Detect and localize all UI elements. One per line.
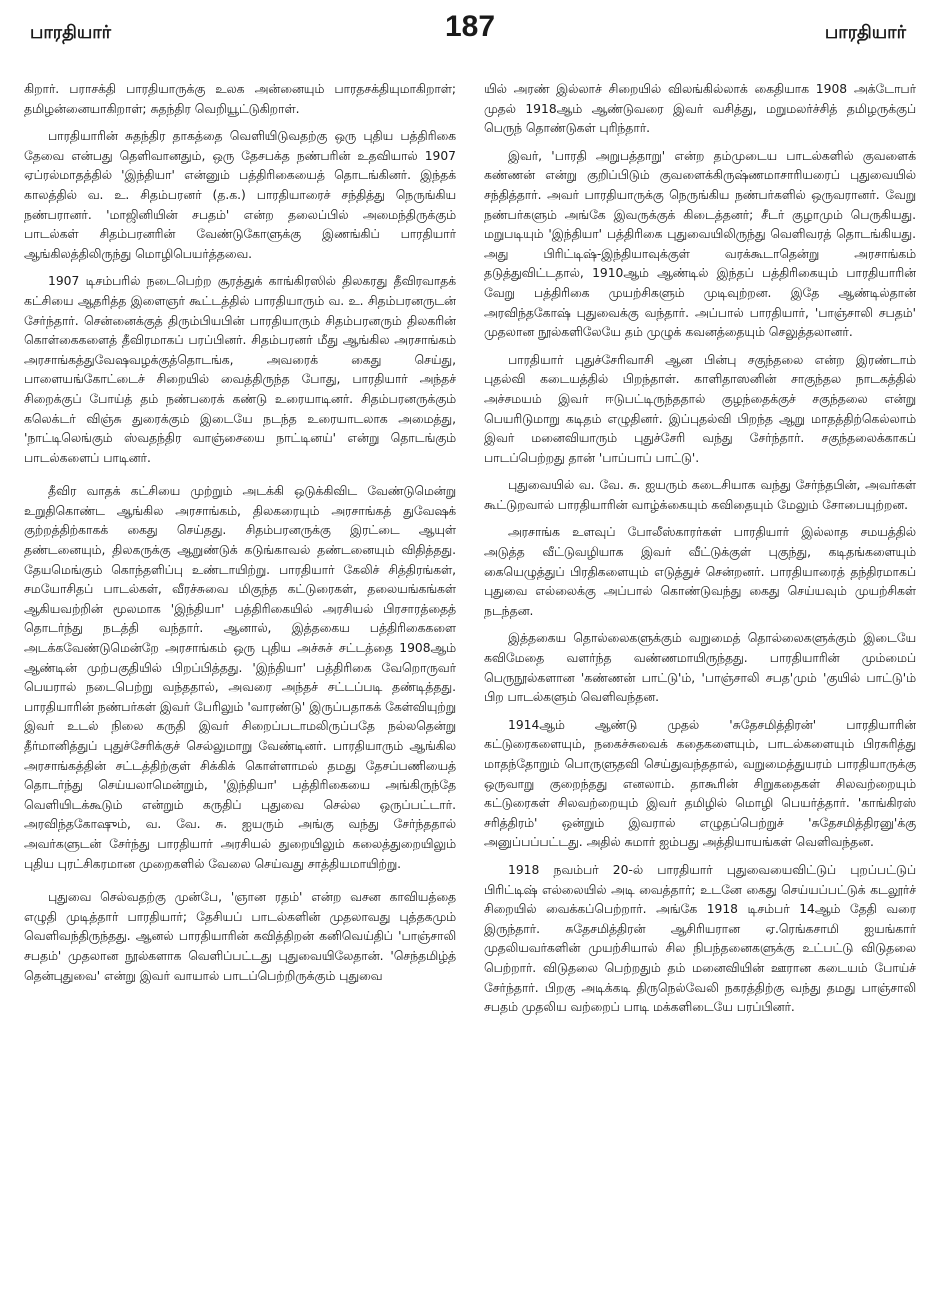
text-columns xyxy=(24,80,916,1289)
paragraph: தீவிர வாதக் கட்சியை முற்றும் அடக்கி ஒடுக்கிவிட வேண்டுமென்று உறுதிகொண்ட ஆங்கில அரசாங்கம், திலகரையும் அரசாங்கத் துவேஷக் குற்றத்திற்காகக் கைது செய்தது. சிதம்பரனருக்கு இரட்டை ஆயுள் தண்டனையும், திலகருக்கு ஆறுண்டுக் கடுங்காவல் தண்டனையும் விதித்தது. தேயமெங்கும் கொந்தளிப்பு உண்டாயிற்று. பாரதியார் கேலிச் சித்திரங்கள், சமயோசிதப் பாடல்கள், வீரச்சுவை மிகுந்த கட்டுரைகள், தலையங்கங்கள் ஆகியவற்றின் மூலமாக 'இந்தியா' பத்திரிகையில் அரசியல் பிரசாரத்தைத் தொடர்ந்து நடத்தி வந்தார். ஆனால், இத்தகைய பத்திரிகைகளை அடக்கவேண்டுமென்றே அரசாங்கம் ஒரு புதிய அச்சுச் சட்டத்தை 1908ஆம் ஆண்டின் முற்பகுதியில் பிறப்பித்தது. 'இந்தியா' பத்திரிகை வேறொருவர் பெயரால் நடைபெற்று வந்ததால், அவரை அந்தச் சட்டப்படி தண்டித்தது. பாரதியாரின் நண்பர்கள் இவர் பேரிலும் 'வாரண்டு' இருப்பதாகக் கேள்வியுற்று இவர் உடல் நிலை கருதி இவர் சிறைப்படாமலிருப்பதே நல்லதென்று தீர்மானித்துப் புதுச்சேரிக்குச் செல்லுமாறு வேண்டினர். பாரதியாரும் ஆங்கில அரசாங்கத்தின் சட்டத்திற்குள் சிக்கிக் கொள்ளாமல் தமது தேசப்பணியைத் தொடர்ந்து செய்யலாமென்றும், 'இந்தியா' பத்திரிகையை அங்கிருந்தே வெளியிடக்கூடும் என்றும் கருதிப் புதுவை செல்ல ஒருப்பட்டார். அரவிந்தகோஷும், வ. வே. சு. ஐயரும் அங்கு வந்து சேர்ந்ததால் அவர்களுடன் சேர்ந்து பாரதியார் அரசியல் துறையிலும் கலைத்துறையிலும் புதிய புரட்சிகரமான முறைகளில் வேலை செய்வது சாத்தியமாயிற்று. xyxy=(24,484,456,871)
left-column xyxy=(24,80,456,1289)
paragraph: கிறார். பராசக்தி பாரதியாருக்கு உலக அன்னையும் பாரதசக்தியுமாகிறாள்; தமிழன்னையாகிறாள்; சுதந்திர வெறியூட்டுகிறாள். xyxy=(24,82,456,116)
paragraph: 1914ஆம் ஆண்டு முதல் 'சுதேசமித்திரன்' பாரதியாரின் கட்டுரைகளையும், நகைச்சுவைக் கதைகளையும், பாடல்களையும் பிரசுரித்து மாதந்தோறும் பொருளுதவி செய்துவந்ததால், வறுமைத்துயரம் பாரதியாருக்கு ஒருவாறு குறைந்தது எனலாம். தாகூரின் சிறுகதைகள் சிலவற்றையும் கட்டுரைகள் சிலவற்றையும் இவர் தமிழில் மொழி பெயர்த்தார். 'காங்கிரஸ் சரித்திரம்' ஒன்றும் இவரால் எழுதப்பெற்றுச் 'சுதேசமித்திரனு'க்கு அனுப்பப்பட்டது. அதில் சுமார் ஐம்பது அத்தியாயங்கள் வெளிவந்தன. xyxy=(484,717,916,850)
paragraph: புதுவையில் வ. வே. சு. ஐயரும் கடைசியாக வந்து சேர்ந்தபின், அவர்கள் கூட்டுறவால் பாரதியாரின் வாழ்க்கையும் கவிதையும் மேலும் சோபையுற்றன. xyxy=(484,478,916,512)
running-title-right: பாரதியார் xyxy=(824,22,906,43)
paragraph: 1907 டிசம்பரில் நடைபெற்ற சூரத்துக் காங்கிரஸில் திலகரது தீவிரவாதக் கட்சியை ஆதரித்த இளைஞர் கூட்டத்தில் பாரதியாரும் வ. உ. சிதம்பரனருடன் சேர்ந்தார். சென்னைக்குத் திரும்பியபின் பாரதியாரும் சிதம்பரனரும் திலகரின் கொள்கைகளைத் தீவிரமாகப் பரப்பினர். சிதம்பரனர் மீது ஆங்கில அரசாங்கம் அரசாங்கத்துவேஷவழக்குத்தொடங்க, அவரைக் கைது செய்து, பாளையங்கோட்டைச் சிறையில் வைத்திருந்த போது, பாரதியார் அந்தச் சிறைக்குப் போய்த் தம் நண்பரைக் கண்டு உரையாடினர். சிதம்பரனருக்கும் கலெக்டர் விஞ்சு துரைக்கும் இடையே நடந்த உரையாடலாக அமைத்து, 'நாட்டிலெங்கும் ஸ்வதந்திர வாஞ்சையை நாட்டினய்' என்று தொடங்கும் பாடல்களைப் பாடினர். xyxy=(24,274,456,465)
paragraph: 1918 நவம்பர் 20-ல் பாரதியார் புதுவையைவிட்டுப் புறப்பட்டுப் பிரிட்டிஷ் எல்லையில் அடி வைத்தார்; உடனே கைது செய்யப்பட்டுக் கடலூர்ச் சிறையில் வைக்கப்பெற்றார். அங்கே 1918 டிசம்பர் 14ஆம் தேதி வரை இருந்தார். சுதேசமித்திரன் ஆசிரியரான ஏ.ரெங்கசாமி ஐயங்கார் முதலியவர்களின் முயற்சியால் சில நிபந்தனைகளுக்கு உட்பட்டு விடுதலை பெற்றார். விடுதலை பெற்றதும் தம் மனைவியின் ஊரான கடையம் போய்ச் சேர்ந்தார். பிறகு அடிக்கடி திருநெல்வேலி நகரத்திற்கு வந்து தமது பாஞ்சாலி சபதம் முதலிய வற்றைப் பாடி மக்களிடையே பரப்பினர். xyxy=(484,862,916,1015)
paragraph: பாரதியார் புதுச்சேரிவாசி ஆன பின்பு சகுந்தலை என்ற இரண்டாம் புதல்வி கடையத்தில் பிறந்தாள். காளிதாஸனின் சாகுந்தல நாடகத்தில் அச்சமயம் இவர் ஈடுபட்டிருந்ததால் குழந்தைக்குச் சகுந்தலை என்று பெயரிடுமாறு கடிதம் எழுதினர். இப்புதல்வி பிறந்த ஆறு மாதத்திற்கெல்லாம் இவர் மனைவியாரும் புதுச்சேரி வந்து சேர்ந்தார். சகுந்தலைக்காகப் பாடப்பெற்றது தான் 'பாப்பாப் பாட்டு'. xyxy=(484,352,916,465)
running-title-left: பாரதியார் xyxy=(30,22,112,43)
paragraph: இத்தகைய தொல்லைகளுக்கும் வறுமைத் தொல்லைகளுக்கும் இடையே கவிமேதை வளர்ந்த வண்ணமாயிருந்தது. பாரதியாரின் மும்மைப் பெருநூல்களான 'கண்ணன் பாட்டு'ம், 'பாஞ்சாலி சபத'மும் 'குயில் பாட்டு'ம் பிற பாடல்களும் வெளிவந்தன. xyxy=(484,631,916,705)
paragraph: யில் அரண் இல்லாச் சிறையில் விலங்கில்லாக் கைதியாக 1908 அக்டோபர் முதல் 1918ஆம் ஆண்டுவரை இவர் வசித்து, மறுமலர்ச்சித் தமிழருக்குப் பெருந் தொண்டுகள் புரிந்தார். xyxy=(484,82,916,136)
right-column xyxy=(484,80,916,1289)
page-number: 187 xyxy=(444,10,496,43)
paragraph: பாரதியாரின் சுதந்திர தாகத்தை வெளியிடுவதற்கு ஒரு புதிய பத்திரிகை தேவை என்பது தெளிவானதும், ஒரு தேசபக்த நண்பரின் உதவியால் 1907 ஏப்ரல்மாதத்தில் 'இந்தியா' என்னும் பத்திரிகையைத் தொடங்கினர். இந்தக் காலத்தில் வ. உ. சிதம்பரனர் (த.க.) பாரதியாரைச் சந்தித்து நெருங்கிய நண்பரானர். 'மாஜினியின் சபதம்' என்ற தலைப்பில் அமைந்திருக்கும் பாடல்கள் சிதம்பரனரின் வேண்டுகோளுக்கு இணங்கிப் பாரதியார் ஆங்கிலத்திலிருந்து மொழிபெயர்த்தவை. xyxy=(24,129,456,261)
page-header xyxy=(24,8,916,56)
paragraph: புதுவை செல்வதற்கு முன்பே, 'ஞான ரதம்' என்ற வசன காவியத்தை எழுதி முடித்தார் பாரதியார்; தேசியப் பாடல்களின் முதலாவது புத்தகமும் வெளிவந்திருந்தது. ஆனல் பாரதியாரின் கவித்திறன் கனிவெய்திப் 'பாஞ்சாலி சபதம்' முதலான நூல்களாக வெளிப்பட்டது புதுவையிலேதான். 'செந்தமிழ்த் தென்புதுவை' என்று இவர் வாயால் பாடப்பெற்றிருக்கும் புதுவை xyxy=(24,890,456,983)
paragraph: இவர், 'பாரதி அறுபத்தாறு' என்ற தம்முடைய பாடல்களில் குவளைக் கண்ணன் என்று குறிப்பிடும் குவளைக்கிருஷ்ணமாசாரியரைப் புதுவையில் சந்தித்தார். அவர் பாரதியாருக்கு நெருங்கிய நண்பர்களில் ஒருவரானர். வேறு நண்பர்களும் அங்கே இவருக்குக் கிடைத்தனர்; சீடர் குழாமும் பெருகியது. மறுபடியும் 'இந்தியா' பத்திரிகை புதுவையிலிருந்து வெளிவரத் தொடங்கியது. அது பிரிட்டிஷ்-இந்தியாவுக்குள் வரக்கூடாதென்று அரசாங்கம் தடுத்துவிட்டதால், 1910ஆம் ஆண்டில் இந்தப் பத்திரிகையும் பாரதியாரின் வேறு பத்திரிகை முயற்சிகளும் முடிவுற்றன. இதே ஆண்டில்தான் அரவிந்தகோஷ் புதுவைக்கு வந்தார். அப்பால் பாரதியார், 'பாஞ்சாலி சபதம்' முதலான நூல்களிலேயே தம் முழுக் கவனத்தையும் செலுத்தலானர். xyxy=(484,148,916,340)
paragraph: அரசாங்க உளவுப் போலீஸ்காரர்கள் பாரதியார் இல்லாத சமயத்தில் அடுத்த வீட்டுவழியாக இவர் வீட்டுக்குள் புகுந்து, கடிதங்களையும் கையெழுத்துப் பிரதிகளையும் எடுத்துச் சென்றனர். பாரதியாரைத் தந்திரமாகப் புதுவை எல்லைக்கு அப்பால் கொண்டுவந்து கைது செய்யவும் முயற்சிகள் நடந்தன. xyxy=(484,525,916,618)
